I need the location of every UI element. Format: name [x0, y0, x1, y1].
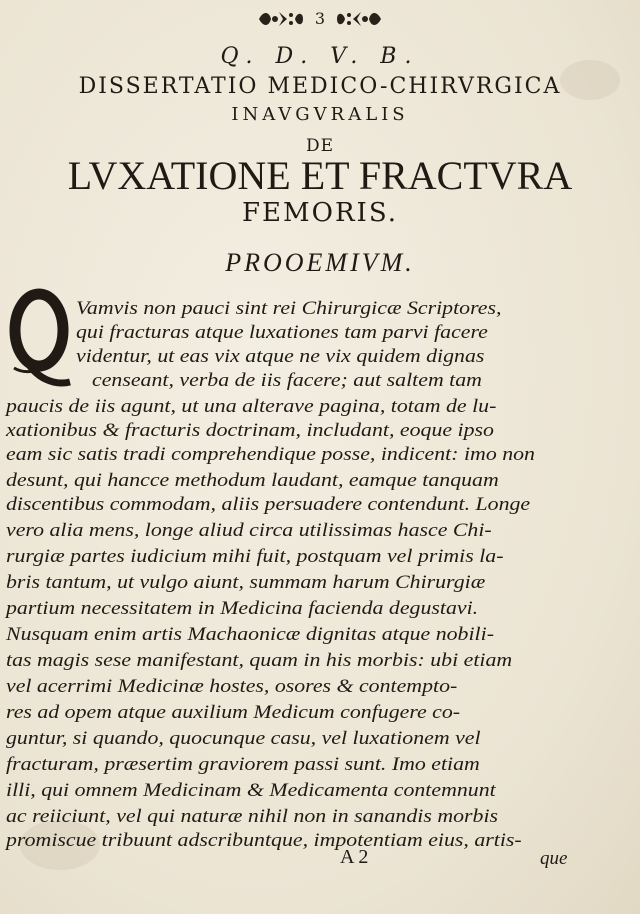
signature-mark: A 2: [340, 846, 369, 868]
body-line: bris tantum, ut vulgo aiunt, summam harum Chirurgiæ: [6, 572, 486, 593]
body-line: promiscue tribuunt adscribuntque, impotentiam eius, artis-: [6, 830, 522, 851]
body-line: censeant, verba de iis facere; aut saltem tam: [92, 370, 482, 391]
title-line-5: FEMORIS.: [242, 198, 398, 228]
title-line-2: INAVGVRALIS: [231, 104, 409, 125]
body-line: paucis de iis agunt, ut una alterave pagina, totam de lu-: [6, 396, 497, 417]
body-line: partium necessitatem in Medicina facienda degustavi.: [6, 598, 479, 619]
body-line: rurgiæ partes iudicium mihi fuit, postquam vel primis la-: [6, 546, 504, 567]
title-line-3: DE: [305, 136, 335, 156]
title-line-4: LVXATIONE ET FRACTVRA: [67, 153, 573, 198]
body-line: illi, qui omnem Medicinam & Medicamenta contemnunt: [6, 780, 496, 801]
invocation: Q. D. V. B.: [220, 44, 420, 69]
body-line: xationibus & fracturis doctrinam, includant, eoque ipso: [6, 420, 494, 441]
body-line: videntur, ut eas vix atque ne vix quidem dignas: [76, 346, 485, 367]
body-line: vel acerrimi Medicinæ hostes, osores & contempto-: [6, 676, 458, 697]
body-line: ac reiiciunt, vel qui naturæ nihil non in sanandis morbis: [6, 806, 499, 827]
body-line: Nusquam enim artis Machaonicæ dignitas atque nobili-: [6, 624, 494, 645]
body-line: qui fracturas atque luxationes tam parvi facere: [76, 322, 488, 343]
section-heading: PROOEMIVM.: [225, 248, 415, 277]
title-line-1: DISSERTATIO MEDICO-CHIRVRGICA: [78, 74, 562, 99]
body-line: tas magis sese manifestant, quam in his morbis: ubi etiam: [6, 650, 513, 671]
body-line: eam sic satis tradi comprehendique posse, indicent: imo non: [6, 444, 535, 465]
body-line: desunt, qui hancce methodum laudant, eamque tanquam: [6, 470, 499, 491]
page-number: 3: [314, 9, 326, 28]
body-line: fracturam, præsertim graviorem passi sunt. Imo etiam: [6, 754, 480, 775]
body-line: vero alia mens, longe aliud circa utilissimas hasce Chi-: [6, 520, 492, 541]
body-line: guntur, si quando, quocunque casu, vel luxationem vel: [6, 728, 481, 749]
body-line: Vamvis non pauci sint rei Chirurgicæ Scriptores,: [76, 298, 502, 319]
catchword: que: [540, 848, 568, 869]
body-line: discentibus commodam, aliis persuadere contendunt. Longe: [6, 494, 531, 515]
body-line: res ad opem atque auxilium Medicum confugere co-: [6, 702, 461, 723]
